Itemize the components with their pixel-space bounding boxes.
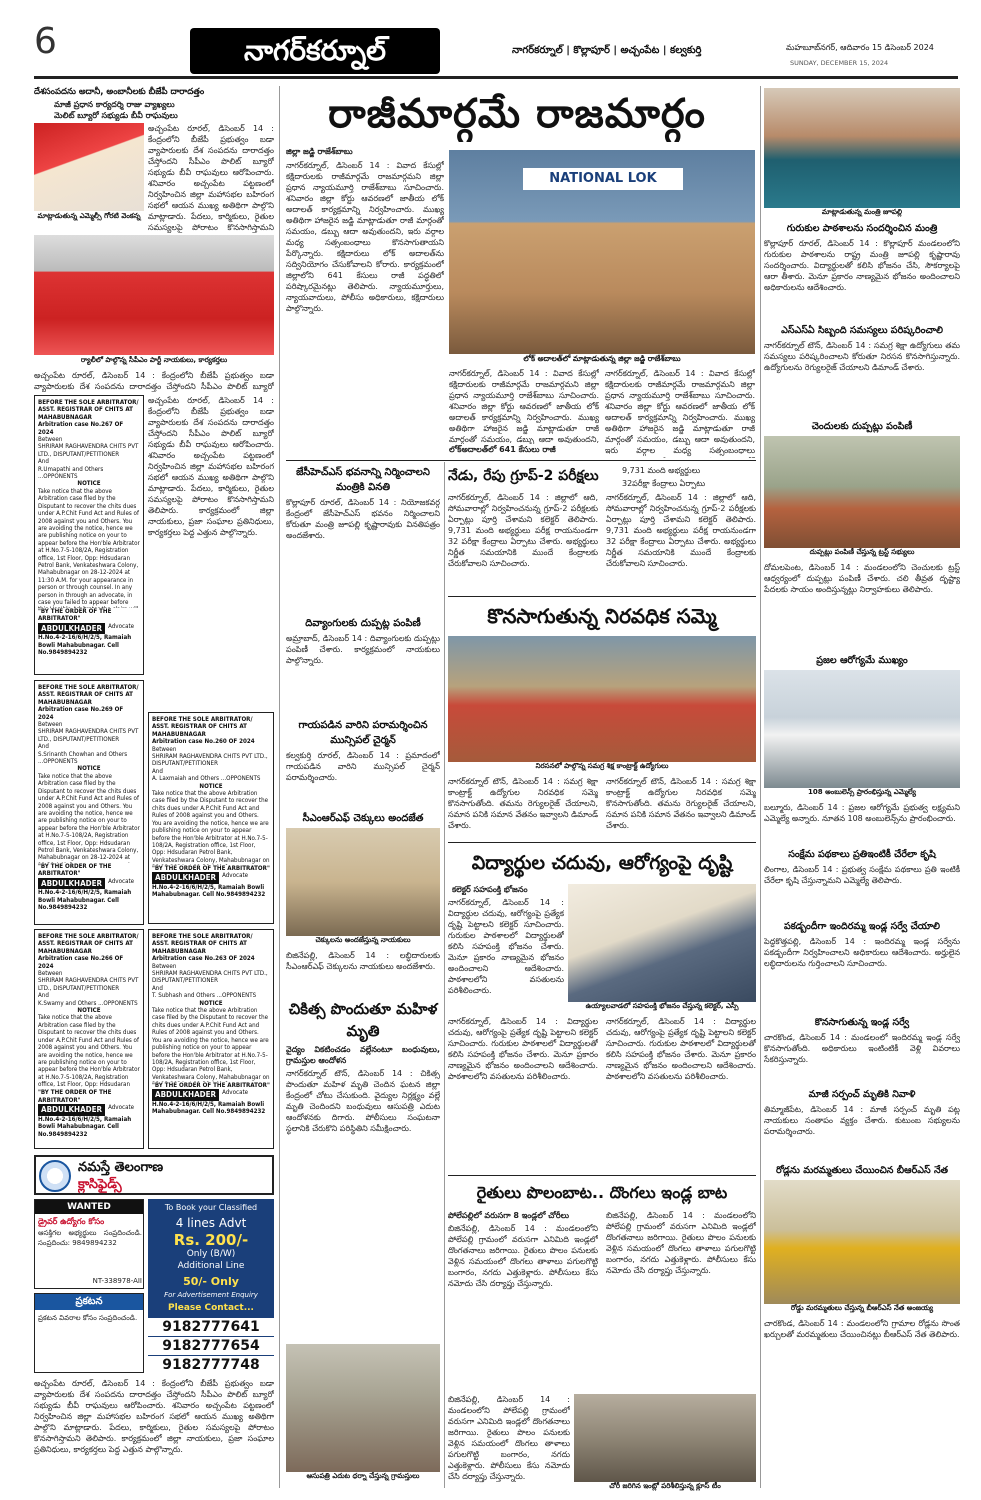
- legal-advocate: ABDULKHADER: [38, 1104, 105, 1115]
- classifieds-header: [34, 1155, 274, 1195]
- ambulance-photo: [764, 670, 960, 788]
- wanted-ad: [34, 1199, 144, 1289]
- protest-photo: [286, 1344, 440, 1472]
- legal-notice-1: [34, 395, 144, 675]
- masthead-district: నాగర్‌కర్నూల్: [190, 28, 440, 74]
- woman-death-body: నాగర్‌కర్నూల్ టౌన్, డిసెంబర్ 14 : చికిత్స పొందుతూ మహిళ మృతి చెందిన ఘటన జిల్లా కేంద్రంలో చోటు చేసుకుంది. వైద్యుల నిర్లక్ష్యం వల్లే మృతి చెందిందని బంధువులు ఆసుపత్రి ఎదుట ఆందోళనకు దిగారు. పోలీసులు సంఘటనా స్థలానికి చేరుకొని పరిస్థితిని సమీక్షించారు.: [286, 1069, 440, 1133]
- legal-notice-5: [148, 929, 274, 1149]
- legal-case: Arbitration case No.269 OF 2024: [38, 706, 124, 721]
- legal-between: Between: [38, 970, 63, 978]
- legal-body: Take notice that the above Arbitration case filed by the Disputant to recover the chits dues under A.P.Chit Fund Act and Rules of 2008 against you and Others. You are avoiding the notice, hence we are publishing notice on your to appear before the Hon'ble Arbitrator at H.No.7-5-108/2A, Registration office, 1st Floor, Opp: Hdsudaran Petrol Bank, Venkateshwara Colony, Mahabubnagar on 28-12-2024 at 11:30 A.M. for your appearance in person or through counsel. In any person in through an advocate, in case you failed to appear before: [38, 487, 140, 606]
- farmers-body: బిజినేపల్లి, డిసెంబర్ 14 : మండలంలోని పోలేపల్లి గ్రామంలో వరుసగా ఎనిమిది ఇండ్లలో దొంగతనాలు జరిగాయి. రైతులు పొలం పనులకు వెళ్లిన సమయంలో దొంగలు తాళాలు పగులగొట్టి బంగారం, నగదు ఎత్తుకెళ్లారు. పోలీసులు కేసు నమోదు చేసి దర్యాప్తు చేస్తున్నారు.: [448, 1224, 598, 1288]
- prakatana-label: ప్రకటన: [35, 1294, 143, 1310]
- booking-enquiry: For Advertisement Enquiry: [164, 1291, 258, 1299]
- legal-body: Take notice that the above Arbitration case filed by the Disputant to recover the chits dues under A.P.Chit Fund Act and Rules of 2008 against you and Others. You are avoiding the notice, hence we are publishing notice on your to appear before the Hon'ble Arbitrator at H.No.7-5-108/2A, Registration office, 1st Floor, Opp: Hdsudaran Petrol Bank, Venkateshwara Colony, Mahabubnagar on 28-12-2024 at: [38, 772, 140, 862]
- masthead-rule: [34, 76, 958, 79]
- education-body-2: నాగర్‌కర్నూల్, డిసెంబర్ 14 : విద్యార్థుల చదువు, ఆరోగ్యంపై ప్రత్యేక దృష్టి పెట్టాలని కలెక్టర్ సూచించారు. గురుకుల పాఠశాలలో విద్యార్థులతో కలిసి సహపంక్తి భోజనం చేశారు. మెనూ ప్రకారం నాణ్యమైన భోజనం అందించాలని ఆదేశించారు. పాఠశాలలోని వసతులను పరిశీలించారు.: [448, 1017, 598, 1081]
- wanted-body: ఆసక్తిగల అభ్యర్థులు సంప్రదించండి. సంప్రదించు: 9849894232: [38, 1229, 142, 1247]
- legal-adv-addr: H.No.4-2-16/6/H/2/5, Ramaiah Bowli Mahabubnagar. Cell No.9849894232: [152, 1100, 266, 1116]
- chenchu-body: దోమలపెంట, డిసెంబర్ 14 : మండలంలోని చెంచులకు ట్రస్ట్ ఆధ్వర్యంలో దుప్పట్లు పంపిణీ చేశారు. చలి తీవ్రత దృష్ట్యా పేదలకు సాయం అందిస్తున్నట్లు నిర్వాహకులు తెలిపారు.: [764, 563, 960, 594]
- blankets-headline: దివ్యాంగులకు దుప్పట్ల పంపిణీ: [305, 618, 421, 629]
- farmers-body-3: బిజినేపల్లి, డిసెంబర్ 14 : మండలంలోని పోలేపల్లి గ్రామంలో వరుసగా ఎనిమిది ఇండ్లలో దొంగతనాలు జరిగాయి. రైతులు పొలం పనులకు వెళ్లిన సమయంలో దొంగలు తాళాలు పగులగొట్టి బంగారం, నగదు ఎత్తుకెళ్లారు. పోలీసులు కేసు నమోదు చేసి దర్యాప్తు చేస్తున్నారు.: [448, 1395, 570, 1481]
- legal-body: Take notice that the above Arbitration case filed by the Disputant to recover the chits dues under A.P.Chit Fund Act and Rules of 2008 against you and Others. You are avoiding the notice, hence we are publishing notice on your to appear before the Hon'ble Arbitrator at H.No.7-5-108/2A, Registration office, 1st Floor, Opp: Hdsudaran: [38, 1014, 140, 1089]
- left-body-top: అచ్చంపేట రూరల్, డిసెంబర్ 14 : కేంద్రంలోని బీజేపీ ప్రభుత్వం బడా వ్యాపారులకు దేశ సంపదను దారాదత్తం చేస్తోందని సీపీఎం పొలిట్ బ్యూరో సభ్యుడు బీవీ రాఘవులు ఆరోపించారు. శనివారం అచ్చంపేట పట్టణంలో నిర్వహించిన జిల్లా మహాసభల బహిరంగ సభలో ఆయన ముఖ్య అతిథిగా పాల్గొని మాట్లాడారు. పేదలు, కార్మికులు, రైతుల సమస్యలపై పోరాటం కొనసాగిస్తామని: [148, 124, 274, 232]
- welfare-headline: సంక్షేమ పథకాలు ప్రతిఇంటికీ చేరేలా కృషి: [788, 849, 936, 860]
- legal-notice-4: [34, 929, 144, 1149]
- main-body-left: నాగర్‌కర్నూల్, డిసెంబర్ 14 : వివాద కేసుల్లో కక్షిదారులకు రాజీమార్గమే రాజమార్గమని జిల్లా ప్రధాన న్యాయమూర్తి రాజేశ్‌బాబు సూచించారు. శనివారం జిల్లా కోర్టు ఆవరణలో జాతీయ లోక్ అదాలత్ కార్యక్రమాన్ని నిర్వహించారు. ముఖ్య అతిథిగా హాజరైన జడ్జి మాట్లాడుతూ రాజీ మార్గంతో సమయం, డబ్బు ఆదా అవుతుందని, ఇరు వర్గాల మధ్య సత్సంబంధాలు కొనసాగుతాయని పేర్కొన్నారు. కక్షిదారులు లోక్ అదాలత్‌ను సద్వినియోగం చేసుకోవాలని కోరారు. కార్యక్రమంలో జిల్లాలోని 641 కేసులు రాజీ పద్ధతిలో పరిష్కారమైనట్లు తెలిపారు. న్యాయమూర్తులు, న్యాయవాదులు, పోలీసు అధికారులు, కక్షిదారులు పాల్గొన్నారు.: [286, 161, 444, 313]
- legal-title: BEFORE THE SOLE ARBITRATOR/ ASST. REGISTRAR OF CHITS AT MAHABUBNAGAR: [38, 399, 139, 421]
- legal-notice-3: [148, 712, 274, 924]
- main-body-mid: నాగర్‌కర్నూల్, డిసెంబర్ 14 : వివాద కేసుల్లో కక్షిదారులకు రాజీమార్గమే రాజమార్గమని జిల్లా ప్రధాన న్యాయమూర్తి రాజేశ్‌బాబు సూచించారు. శనివారం జిల్లా కోర్టు ఆవరణలో జాతీయ లోక్ అదాలత్ కార్యక్రమాన్ని నిర్వహించారు. ముఖ్య అతిథిగా హాజరైన జడ్జి మాట్లాడుతూ రాజీ మార్గంతో సమయం, డబ్బు ఆదా అవుతుందని,: [449, 369, 599, 444]
- legal-and: And: [152, 767, 163, 775]
- col-rule-1: [279, 86, 280, 1488]
- group2-body: నాగర్‌కర్నూల్, డిసెంబర్ 14 : జిల్లాలో ఆది, సోమవారాల్లో నిర్వహించనున్న గ్రూప్-2 పరీక్షలకు ఏర్పాట్లు పూర్తి చేశామని కలెక్టర్ తెలిపారు. 9,731 మంది అభ్యర్థులు పరీక్ష రాయనుండగా 32 పరీక్షా కేంద్రాలు ఏర్పాటు చేశారు. అభ్యర్థులు నిర్ణీత సమయానికి ముందే కేంద్రాలకు చేరుకోవాలని సూచించారు.: [448, 493, 598, 568]
- legal-respondent: T. Subhash and Others ...OPPONENTS: [152, 992, 257, 1000]
- woman-death-headline: చికిత్స పొందుతూ మహిళ మృతి: [288, 1000, 438, 1040]
- lok-adalat-banner: NATIONAL LOK: [523, 168, 683, 190]
- cmrf-photo: [286, 828, 440, 936]
- legal-adv-role: Advocate: [108, 877, 135, 885]
- main-body-right: నాగర్‌కర్నూల్, డిసెంబర్ 14 : వివాద కేసుల్లో కక్షిదారులకు రాజీమార్గమే రాజమార్గమని జిల్లా ప్రధాన న్యాయమూర్తి రాజేశ్‌బాబు సూచించారు. శనివారం జిల్లా కోర్టు ఆవరణలో జాతీయ లోక్ అదాలత్ కార్యక్రమాన్ని నిర్వహించారు. ముఖ్య అతిథిగా హాజరైన జడ్జి మాట్లాడుతూ రాజీ మార్గంతో సమయం, డబ్బు ఆదా అవుతుందని, ఇరు వర్గాల మధ్య సత్సంబంధాలు: [605, 369, 755, 455]
- ssa-body: నాగర్‌కర్నూల్ టౌన్, డిసెంబర్ 14 : సమగ్ర శిక్షా ఉద్యోగులు తమ సమస్యలు పరిష్కరించాలని కోరుతూ నిరసన కొనసాగిస్తున్నారు. ఉద్యోగులను రెగ్యులరైజ్ చేయాలని డిమాండ్ చేశారు.: [764, 341, 960, 372]
- legal-title: BEFORE THE SOLE ARBITRATOR/ ASST. REGISTRAR OF CHITS AT MAHABUBNAGAR: [152, 933, 253, 955]
- legal-notice-label: NOTICE: [77, 765, 101, 773]
- phone-2: 9182777654: [148, 1337, 274, 1355]
- masthead-date-en: SUNDAY, DECEMBER 15, 2024: [790, 59, 889, 67]
- classifieds-title: క్లాసిఫైడ్స్: [78, 1177, 122, 1192]
- left-headline: దేశసంపదను అదానీ, అంబానీలకు బీజేపీ దారాదత్తం: [34, 87, 205, 97]
- legal-party: SHRIRAM RAGHAVENDRA CHITS PVT LTD., DISPUTANT/PETITIONER: [152, 970, 268, 985]
- farmers-caption: చోరీ జరిగిన ఇంట్లో పరిశీలిస్తున్న క్లూస్ టీం: [574, 1482, 756, 1494]
- protest-caption: ఆసుపత్రి ఎదుట ధర్నా చేస్తున్న గ్రామస్తులు: [286, 1472, 440, 1484]
- strike-headline: కొనసాగుతున్న నిరవధిక సమ్మె: [487, 604, 717, 628]
- booking-title: To Book your Classified: [164, 1203, 258, 1212]
- chenchu-caption: దుప్పట్లు పంపిణీ చేస్తున్న ట్రస్ట్ సభ్యులు: [764, 548, 960, 560]
- booking-price: Rs. 200/-: [173, 1231, 249, 1249]
- indiramma-body: పెద్దకొత్తపల్లి, డిసెంబర్ 14 : ఇందిరమ్మ ఇండ్ల సర్వేను పకడ్బందీగా నిర్వహించాలని అధికారులు ఆదేశించారు. అర్హులైన లబ్ధిదారులను గుర్తించాలని సూచించారు.: [764, 937, 960, 968]
- farmers-body-2: బిజినేపల్లి, డిసెంబర్ 14 : మండలంలోని పోలేపల్లి గ్రామంలో వరుసగా ఎనిమిది ఇండ్లలో దొంగతనాలు జరిగాయి. రైతులు పొలం పనులకు వెళ్లిన సమయంలో దొంగలు తాళాలు పగులగొట్టి బంగారం, నగదు ఎత్తుకెళ్లారు. పోలీసులు కేసు నమోదు చేసి దర్యాప్తు చేస్తున్నారు.: [606, 1211, 756, 1275]
- legal-and: And: [38, 992, 49, 1000]
- welfare-body: లింగాల, డిసెంబర్ 14 : ప్రభుత్వ సంక్షేమ పథకాలు ప్రతి ఇంటికీ చేరేలా కృషి చేస్తున్నామని ఎమ్మెల్యే తెలిపారు.: [764, 865, 960, 885]
- rally-photo-caption: ర్యాలీలో పాల్గొన్న సీపీఎం పార్టీ నాయకులు, కార్యకర్తలు: [34, 356, 274, 368]
- gurukula-body: కొల్లాపూర్ రూరల్, డిసెంబర్ 14 : కొల్లాపూర్ మండలంలోని గురుకుల పాఠశాలను రాష్ట్ర మంత్రి జూపల్లి కృష్ణారావు సందర్శించారు. విద్యార్థులతో కలిసి భోజనం చేసి, సౌకర్యాలపై ఆరా తీశారు. మెనూ ప్రకారం నాణ్యమైన భోజనం అందించాలని అధికారులను ఆదేశించారు.: [764, 239, 960, 292]
- legal-between: Between: [152, 745, 177, 753]
- legal-between: Between: [152, 962, 177, 970]
- legal-respondent: S.Srinanth Chowhan and Others ...OPPONENTS: [38, 750, 128, 766]
- legal-advocate: ABDULKHADER: [38, 623, 105, 634]
- legal-order: "BY THE ORDER OF THE ARBITRATOR": [38, 862, 112, 878]
- legal-advocate: ABDULKHADER: [152, 1089, 219, 1100]
- blankets-body: అమ్రాబాద్, డిసెంబర్ 14 : దివ్యాంగులకు దుప్పట్లు పంపిణీ చేశారు. కార్యక్రమంలో నాయకులు పాల్గొన్నారు.: [286, 634, 440, 665]
- masthead-towns: నాగర్‌కర్నూల్ | కొల్లాపూర్ | అచ్చంపేట | కల్వకుర్తి: [512, 45, 702, 56]
- legal-between: Between: [38, 721, 63, 729]
- divider-farmers: [448, 1175, 756, 1176]
- education-body-3: నాగర్‌కర్నూల్, డిసెంబర్ 14 : విద్యార్థుల చదువు, ఆరోగ్యంపై ప్రత్యేక దృష్టి పెట్టాలని కలెక్టర్ సూచించారు. గురుకుల పాఠశాలలో విద్యార్థులతో కలిసి సహపంక్తి భోజనం చేశారు. మెనూ ప్రకారం నాణ్యమైన భోజనం అందించాలని ఆదేశించారు. పాఠశాలలోని వసతులను పరిశీలించారు.: [606, 1017, 756, 1081]
- survey-body: చారకొండ, డిసెంబర్ 14 : మండలంలో ఇందిరమ్మ ఇండ్ల సర్వే కొనసాగుతోంది. అధికారులు ఇంటింటికీ వెళ్లి వివరాలు సేకరిస్తున్నారు.: [764, 1033, 960, 1064]
- group2-bullet-2: 32పరీక్షా కేంద్రాలు ఏర్పాటు: [622, 479, 706, 488]
- legal-advocate: ABDULKHADER: [152, 872, 219, 883]
- cmrf-caption: చెక్కులను అందజేస్తున్న నాయకులు: [286, 936, 440, 948]
- legal-title: BEFORE THE SOLE ARBITRATOR/ ASST. REGISTRAR OF CHITS AT MAHABUBNAGAR: [152, 716, 253, 738]
- indiramma-headline: పకడ్బందీగా ఇందిరమ్మ ఇండ్ల సర్వే చేయాలి: [783, 921, 941, 932]
- legal-and: And: [38, 743, 49, 751]
- education-photo: [568, 884, 756, 1002]
- legal-adv-role: Advocate: [222, 872, 249, 880]
- legal-order: "BY THE ORDER OF THE ARBITRATOR": [38, 1089, 112, 1104]
- legal-case: Arbitration case No.267 OF 2024: [38, 421, 124, 436]
- left-body-bottom: అచ్చంపేట రూరల్, డిసెంబర్ 14 : కేంద్రంలోని బీజేపీ ప్రభుత్వం బడా వ్యాపారులకు దేశ సంపదను దారాదత్తం చేస్తోందని సీపీఎం పొలిట్ బ్యూరో: [34, 371, 274, 391]
- road-repair-headline: రోడ్లను మరమ్మతులు చేయించిన బీఆర్ఎస్ నేత: [775, 1165, 949, 1176]
- gurukula-headline: గురుకుల పాఠశాలను సందర్శించిన మంత్రి: [786, 223, 938, 234]
- education-byline: కలెక్టర్ సహపంక్తి భోజనం: [452, 885, 528, 894]
- legal-adv-addr: H.No.4-2-16/6/H/2/5, Ramaiah Bowli Mahabubnagar. Cell No.9849894232: [38, 1115, 132, 1138]
- masthead: [0, 0, 981, 82]
- legal-case: Arbitration case No.263 OF 2024: [152, 955, 255, 963]
- tribute-body: తిమ్మాజీపేట, డిసెంబర్ 14 : మాజీ సర్పంచ్ మృతి పట్ల నాయకులు సంతాపం వ్యక్తం చేశారు. కుటుంబ సభ్యులను పరామర్శించారు.: [764, 1105, 960, 1136]
- road-repair-photo: [764, 1180, 960, 1304]
- injured-headline: గాయపడిన వారిని పరామర్శించిన మున్సిపల్ చైర్మన్: [298, 720, 428, 746]
- legal-party: SHRIRAM RAGHAVENDRA CHITS PVT LTD., DISPUTANT/PETITIONER: [38, 728, 139, 743]
- legal-between: Between: [38, 436, 63, 444]
- health-body: బల్మూరు, డిసెంబర్ 14 : ప్రజల ఆరోగ్యమే ప్రభుత్వ లక్ష్యమని ఎమ్మెల్యే అన్నారు. నూతన 108 అంబులెన్స్‌ను ప్రారంభించారు.: [764, 803, 960, 823]
- phone-3: 9182777748: [148, 1356, 274, 1374]
- classifieds-logo-icon: [39, 1160, 71, 1192]
- speaker-photo: [34, 123, 144, 211]
- prakatana-ad: [34, 1293, 144, 1373]
- phone-1: 9182777641: [148, 1318, 274, 1336]
- farmers-photo: [574, 1394, 756, 1482]
- minister-caption: మాట్లాడుతున్న మంత్రి జూపల్లి: [764, 208, 960, 220]
- divider-strike: [448, 596, 756, 597]
- education-caption: ఉయ్యాలవాడలో సహపంక్తి భోజనం చేస్తున్న కలెక్టర్, ఎస్పీ: [568, 1002, 756, 1014]
- jchs-headline: జేసీహెచ్ఎస్ భవనాన్ని నిర్మించాలని మంత్రికి వినతి: [296, 467, 430, 493]
- legal-adv-role: Advocate: [108, 1104, 135, 1112]
- education-body: నాగర్‌కర్నూల్, డిసెంబర్ 14 : విద్యార్థుల చదువు, ఆరోగ్యంపై ప్రత్యేక దృష్టి పెట్టాలని కలెక్టర్ సూచించారు. గురుకుల పాఠశాలలో విద్యార్థులతో కలిసి సహపంక్తి భోజనం చేశారు. మెనూ ప్రకారం నాణ్యమైన భోజనం అందించాలని ఆదేశించారు. పాఠశాలలోని వసతులను పరిశీలించారు.: [448, 898, 564, 995]
- legal-respondent: R.Umapathi and Others ...OPPONENTS: [38, 465, 104, 481]
- legal-body: Take notice that the above Arbitration case filed by the Disputant to recover the chits dues under A.P.Chit Fund Act and Rules of 2008 against you and Others. You are avoiding the notice, hence we are publishing notice on your to appear before the Hon'ble Arbitrator at H.No.7-5-108/2A, Registration office, 1st Floor, Opp: Hdsudaran Petrol Bank, Venkateshwara Colony, Mahabubnagar on: [152, 1007, 270, 1081]
- legal-and: And: [38, 458, 49, 466]
- prakatana-body: ప్రకటన వివరాల కోసం సంప్రదించండి.: [38, 1314, 138, 1322]
- ambulance-caption: 108 అంబులెన్స్ ప్రారంభిస్తున్న ఎమ్మెల్యే: [764, 788, 960, 800]
- divider-education: [448, 842, 756, 843]
- legal-respondent: A. Laxmaiah and Others ...OPPONENTS: [152, 775, 261, 783]
- legal-notice-label: NOTICE: [199, 782, 223, 790]
- legal-adv-addr: H.No.4-2-16/6/H/2/5, Ramaiah Bowli Mahabubnagar. Cell No.9849894232: [38, 634, 132, 656]
- farmers-headline: రైతులు పొలంబాట.. దొంగలు ఇండ్ల బాట: [476, 1183, 728, 1202]
- cmrf-body: బిజినేపల్లి, డిసెంబర్ 14 : లబ్ధిదారులకు సీఎంఆర్ఎఫ్ చెక్కులను నాయకులు అందజేశారు.: [286, 951, 440, 971]
- group2-body-2: నాగర్‌కర్నూల్, డిసెంబర్ 14 : జిల్లాలో ఆది, సోమవారాల్లో నిర్వహించనున్న గ్రూప్-2 పరీక్షలకు ఏర్పాట్లు పూర్తి చేశామని కలెక్టర్ తెలిపారు. 9,731 మంది అభ్యర్థులు పరీక్ష రాయనుండగా 32 పరీక్షా కేంద్రాలు ఏర్పాటు చేశారు. అభ్యర్థులు నిర్ణీత సమయానికి ముందే కేంద్రాలకు చేరుకోవాలని సూచించారు.: [606, 493, 756, 568]
- group2-headline: నేడు, రేపు గ్రూప్-2 పరీక్షలు: [448, 468, 599, 484]
- legal-case: Arbitration case No.260 OF 2024: [152, 738, 255, 746]
- legal-party: SHRIRAM RAGHAVENDRA CHITS PVT LTD., DISPUTANT/PETITIONER: [152, 753, 268, 768]
- left-body-middle: అచ్చంపేట రూరల్, డిసెంబర్ 14 : కేంద్రంలోని బీజేపీ ప్రభుత్వం బడా వ్యాపారులకు దేశ సంపదను దారాదత్తం చేస్తోందని సీపీఎం పొలిట్ బ్యూరో సభ్యుడు బీవీ రాఘవులు ఆరోపించారు. శనివారం అచ్చంపేట పట్టణంలో నిర్వహించిన జిల్లా మహాసభల బహిరంగ సభలో ఆయన ముఖ్య అతిథిగా పాల్గొని మాట్లాడారు. పేదలు, కార్మికులు, రైతుల సమస్యలపై పోరాటం కొనసాగిస్తామని తెలిపారు. కార్యక్రమంలో జిల్లా నాయకులు, ప్రజా సంఘాల ప్రతినిధులు, కార్యకర్తలు పెద్ద ఎత్తున పాల్గొన్నారు.: [148, 396, 274, 537]
- legal-notice-label: NOTICE: [77, 480, 101, 488]
- legal-party: SHRIRAM RAGHAVENDRA CHITS PVT LTD., DISPUTANT/PETITIONER: [38, 443, 139, 458]
- col-rule-3: [760, 86, 761, 1488]
- main-byline: జిల్లా జడ్జి రాజేశ్‌బాబు: [286, 147, 353, 156]
- speaker-photo-caption: మాట్లాడుతున్న ఎమ్మెల్సీ గోరటి వెంకన్న: [34, 211, 144, 233]
- main-subhead: లోక్‌అదాలత్‌లో 641 కేసులు రాజీ: [449, 445, 556, 454]
- cmrf-headline: సీఎంఆర్ఎఫ్ చెక్కులు అందజేత: [302, 813, 424, 824]
- legal-party: SHRIRAM RAGHAVENDRA CHITS PVT LTD., DISPUTANT/PETITIONER: [38, 977, 139, 992]
- main-headline: రాజీమార్గమే రాజమార్గం: [328, 91, 706, 137]
- legal-notice-label: NOTICE: [77, 1007, 101, 1015]
- legal-title: BEFORE THE SOLE ARBITRATOR/ ASST. REGISTRAR OF CHITS AT MAHABUBNAGAR: [38, 933, 139, 955]
- strike-body-2: నాగర్‌కర్నూల్ టౌన్, డిసెంబర్ 14 : సమగ్ర శిక్షా కాంట్రాక్ట్ ఉద్యోగుల నిరవధిక సమ్మె కొనసాగుతోంది. తమను రెగ్యులరైజ్ చేయాలని, సమాన పనికి సమాన వేతనం ఇవ్వాలని డిమాండ్ చేశారు.: [606, 777, 756, 830]
- legal-respondent: K.Swamy and Others ...OPPONENTS: [38, 999, 138, 1007]
- education-headline: విద్యార్థుల చదువు, ఆరోగ్యంపై దృష్టి: [471, 852, 733, 874]
- booking-bw: Only (B/W): [186, 1249, 236, 1259]
- tribute-headline: మాజీ సర్పంచ్ మృతికి నివాళి: [808, 1089, 916, 1100]
- legal-order: "BY THE ORDER OF THE ARBITRATOR": [152, 1082, 270, 1090]
- road-repair-caption: రోడ్డు మరమ్మతులు చేస్తున్న బీఆర్ఎస్ నేత అంజయ్య: [764, 1304, 960, 1316]
- legal-order: "BY THE ORDER OF THE ARBITRATOR": [38, 607, 112, 623]
- legal-adv-role: Advocate: [222, 1089, 249, 1097]
- jchs-body: కొల్లాపూర్ రూరల్, డిసెంబర్ 14 : నియోజకవర్గ కేంద్రంలో జేసీహెచ్ఎస్ భవనం నిర్మించాలని కోరుతూ మంత్రి జూపల్లి కృష్ణారావుకు వినతిపత్రం అందజేశారు.: [286, 498, 440, 540]
- legal-title: BEFORE THE SOLE ARBITRATOR/ ASST. REGISTRAR OF CHITS AT MAHABUBNAGAR: [38, 684, 139, 706]
- booking-contact: Please Contact...: [168, 1303, 254, 1313]
- legal-notice-label: NOTICE: [199, 999, 223, 1007]
- classifieds-brand: నమస్తే తెలంగాణ: [78, 1160, 164, 1175]
- booking-additional: Additional Line: [177, 1261, 245, 1271]
- chenchu-photo: [764, 436, 960, 548]
- legal-adv-addr: H.No.4-2-16/6/H/2/5, Ramaiah Bowli Mahabubnagar. Cell No.9849894232: [152, 883, 266, 899]
- booking-add-price: 50/- Only: [183, 1275, 239, 1288]
- booking-lines: 4 lines Advt: [175, 1216, 247, 1230]
- col-rule-2: [444, 462, 445, 1488]
- lok-adalat-photo: [449, 150, 755, 354]
- legal-adv-addr: H.No.4-2-16/6/H/2/5, Ramaiah Bowli Mahabubnagar. Cell No.9849894232: [38, 889, 132, 911]
- group2-bullet-1: 9,731 మంది అభ్యర్థులు: [622, 466, 701, 475]
- legal-body: Take notice that the above Arbitration case filed by the Disputant to recover the chits dues under A.P.Chit Fund Act and Rules of 2008 against you and Others. You are avoiding the notice, hence we are publishing notice on your to appear before the Hon'ble Arbitrator at H.No.7-5-108/2A, Registration office, 1st Floor, Opp: Hdsudaran Petrol Bank, Venkateshwara Colony, Mahabubnagar on: [152, 790, 270, 864]
- lok-adalat-caption: లోక్ అదాలత్‌లో మాట్లాడుతున్న జిల్లా జడ్జి రాజేశ్‌బాబు: [449, 354, 755, 366]
- page-number: 6: [34, 22, 57, 62]
- wanted-sub: డ్రైవర్ ఉద్యోగం కోసం: [38, 1217, 105, 1226]
- legal-and: And: [152, 984, 163, 992]
- woman-death-byline: వైద్యం వికటించడం వల్లేనంటూ బంధువులు, గ్రామస్తుల ఆందోళన: [286, 1045, 440, 1065]
- legal-advocate: ABDULKHADER: [38, 878, 105, 889]
- left-bullet-2: మెలిట్ బ్యూరో సభ్యుడు బీవీ రాఘవులు: [54, 111, 178, 120]
- strike-photo: [448, 636, 756, 762]
- injured-body: కల్వకుర్తి రూరల్, డిసెంబర్ 14 : ప్రమాదంలో గాయపడిన వారిని మున్సిపల్ చైర్మన్ పరామర్శించారు.: [286, 751, 440, 782]
- divider-main: [286, 460, 756, 461]
- legal-notice-2: [34, 680, 144, 925]
- road-repair-body: చారకొండ, డిసెంబర్ 14 : మండలంలోని గ్రామాల రోడ్లను సొంత ఖర్చులతో మరమ్మతులు చేయించినట్లు బీఆర్ఎస్ నేత తెలిపారు.: [764, 1319, 960, 1339]
- left-bullet-1: మాజీ ప్రధాన కార్యదర్శి రాజు వ్యాఖ్యలు: [54, 100, 175, 109]
- health-headline: ప్రజల ఆరోగ్యమే ముఖ్యం: [816, 655, 908, 666]
- survey-headline: కొనసాగుతున్న ఇండ్ల సర్వే: [814, 1017, 910, 1028]
- chenchu-headline: చెందులకు దుప్పట్లు పంపిణీ: [811, 421, 913, 432]
- legal-order: "BY THE ORDER OF THE ARBITRATOR": [152, 865, 270, 873]
- legal-adv-role: Advocate: [108, 622, 135, 630]
- minister-photo: [764, 88, 960, 208]
- strike-body: నాగర్‌కర్నూల్ టౌన్, డిసెంబర్ 14 : సమగ్ర శిక్షా కాంట్రాక్ట్ ఉద్యోగుల నిరవధిక సమ్మె కొనసాగుతోంది. తమను రెగ్యులరైజ్ చేయాలని, సమాన పనికి సమాన వేతనం ఇవ్వాలని డిమాండ్ చేశారు.: [448, 777, 598, 830]
- wanted-code: NT-338978-AII: [92, 1277, 142, 1285]
- left-bottom-filler: అచ్చంపేట రూరల్, డిసెంబర్ 14 : కేంద్రంలోని బీజేపీ ప్రభుత్వం బడా వ్యాపారులకు దేశ సంపదను దారాదత్తం చేస్తోందని సీపీఎం పొలిట్ బ్యూరో సభ్యుడు బీవీ రాఘవులు ఆరోపించారు. శనివారం అచ్చంపేట పట్టణంలో నిర్వహించిన జిల్లా మహాసభల బహిరంగ సభలో ఆయన ముఖ్య అతిథిగా పాల్గొని మాట్లాడారు. పేదలు, కార్మికులు, రైతుల సమస్యలపై పోరాటం కొనసాగిస్తామని తెలిపారు. కార్యక్రమంలో జిల్లా నాయకులు, ప్రజా సంఘాల ప్రతినిధులు, కార్యకర్తలు పెద్ద ఎత్తున పాల్గొన్నారు.: [34, 1379, 274, 1454]
- rally-photo: [34, 235, 274, 355]
- wanted-label: WANTED: [35, 1200, 143, 1214]
- legal-case: Arbitration case No.266 OF 2024: [38, 955, 124, 970]
- masthead-date: మహబూబ్‌నగర్, ఆదివారం 15 డిసెంబర్ 2024: [786, 43, 934, 52]
- farmers-bullet: పోలేపల్లిలో వరుసగా 8 ఇండ్లలో చోరీలు: [448, 1211, 570, 1220]
- strike-caption: నిరసనలో పాల్గొన్న సమగ్ర శిక్ష కాంట్రాక్ట్ ఉద్యోగులు: [448, 762, 756, 774]
- ssa-headline: ఎస్ఎస్ఏ సిబ్బంది సమస్యలు పరిష్కరించాలి: [781, 325, 943, 336]
